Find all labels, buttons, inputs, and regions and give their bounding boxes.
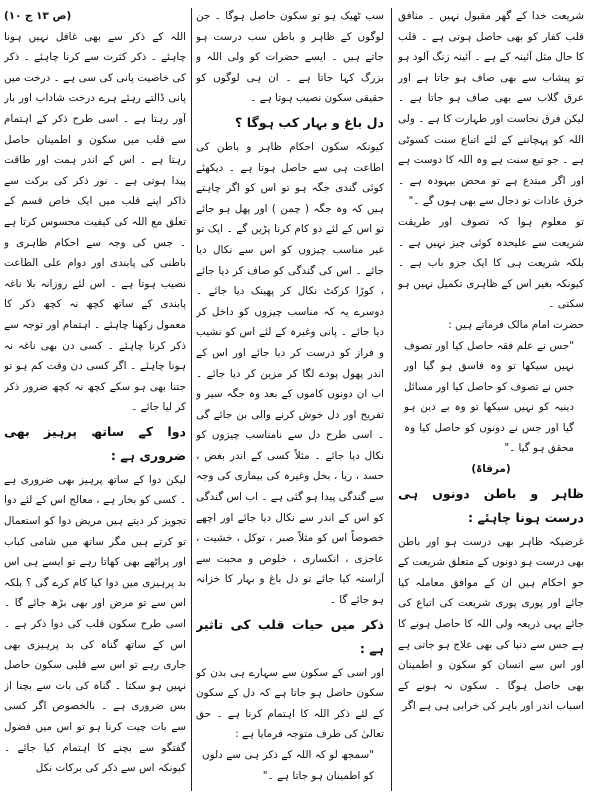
paragraph: لیکن دوا کے ساتھ پرہیز بھی ضروری ہے ۔ کسی کو بخار ہے ، معالج اس کے لئے دوا تجویز کر دیتے ہیں مریض دوا کو استعمال تو کرتے ہیں مگر ساتھ میں شامی کباب اور پراٹھے بھی کھاتا رہے تو ایسے ہی اس بد پرہیزی میں دوا کیا کام کرے گی ؟ بلکہ اس سے تو مرض اور بھی بڑھ جائے گا ۔ اسی طرح سکون قلب کی دوا ذکر ہے ۔ اس کے ساتھ گناہ کی بد پرہیزی بھی جاری رہے تو اس سے قلبی سکون حاصل نہیں ہو سکتا ۔ گناہ کی بات سے بچنا از بس ضروری ہے ۔ بالخصوص اگر کسی سے بات چیت کرنا ہو تو اس میں فضول گفتگو سے بچنے کا اہتمام کیا جائے ۔ کیونکہ اس سے ذکر کی برکات نکل [4,473,186,775]
section-heading: ظاہر و باطن دونوں ہی درست ہونا چاہئے : [398,485,584,525]
paragraph: غرضیکہ ظاہر بھی درست ہو اور باطن بھی درست ہو دونوں کے متعلق شریعت کے جو احکام ہیں ان کے موافق معاملہ کیا جائے اور پوری پوری شریعت کی اتباع کی جائے یہی ذریعہ ولی اللہ کا حاصل ہونے کا ہے جس سے دنیا کی بھی علاج ہو جاتی ہے اور اس سے انسان کو سکون و اطمینان بھی حاصل ہوگا ۔ سکون نہ ہونے کے اسباب اندر اور باہر کی خرابی ہی ہے اگر [398,535,584,713]
section-heading: ذکر میں حیات قلب کی تاثیر ہے : [196,616,384,656]
paragraph: سب ٹھیک ہو تو سکون حاصل ہوگا ۔ جن لوگوں کے ظاہر و باطن سب درست ہو جاتے ہیں ۔ ایسے حضرات کو ولی اللہ و بزرگ کہا جاتا ہے ۔ ان ہی لوگوں کو حقیقی سکون نصیب ہوتا ہے ۔ [196,10,384,105]
paragraph: شریعت خدا کے گھر مقبول نہیں ۔ منافق قلب کفار کو بھی حاصل ہوتی ہے ۔ قلب کا حال مثل آئینہ کے ہے ۔ آئینہ زنگ آلود ہو تو پیشاب سے بھی صاف ہو جاتا ہے اور عرق گلاب سے بھی صاف ہو جاتا ہے ۔ لیکن فرق نجاست اور طہارت کا ہے ۔ ولی اللہ کو پہچاننے کے لئے اتباع سنت کسوٹی ہے ۔ جو تبع سنت ہے وہ اللہ کا دوست ہے اور اگر مبتدع ہے تو محض بیہودہ ہے ۔ خرق عادات تو دجال سے بھی ہوں گے ۔" [398,10,584,208]
paragraph: کیونکہ سکون احکام ظاہر و باطن کی اطاعت ہی سے حاصل ہوتا ہے ۔ دیکھئے کوئی گندی جگہ ہو تو اس کو اگر چاہتے ہیں کہ وہ جگہ ( چمن ) اور پھل ہو جائے تو اس کے لئے دو کام کرنا پڑیں گے ۔ ایک تو غیر مناسب چیزوں کو اس سے نکال دیا جائے ۔ اس کی گندگی کو صاف کر دیا جائے ، کوڑا کرکٹ نکال کر پھینک دیا جائے ۔ دوسرے یہ کہ مناسب چیزوں کو داخل کر دیا جائے ۔ پانی وغیرہ کے لئے اس کو نشیب و فراز کو درست کر دیا جائے اور اس کے اندر پھول پودے لگا کر مزین کر دیا جائے ۔ اب ان دونوں کاموں کے بعد وہ جگہ سیر و تفریح اور دل خوش کرنے والی بن جائے گی ۔ اسی طرح دل سے نامناسب چیزوں کو نکال دیا جائے ۔ مثلاً کسی کے اندر بغض ، حسد ، ریا ، بخل وغیرہ کی بیماری کی وجہ سے گندگی پیدا ہو گئی ہے ۔ اب اس گندگی کو اس کے اندر سے نکال دیا جائے اور اچھے خصوصاً اس کو مثلاً صبر ، توکل ، خشیت ، عاجزی ، انکساری ، خلوص و محبت سے آراستہ کیا جائے تو دل باغ و بہار کا خزانہ ہو جائے گا ۔ [196,140,384,607]
paragraph: حضرت امام مالک فرماتے ہیں : [448,318,584,331]
section-heading: دوا کے ساتھ پرہیز بھی ضروری ہے : [4,423,186,463]
quotation: "سمجھ لو کہ اللہ کے ذکر ہی سے دلوں کو اطمینان ہو جاتا ہے ۔" [202,749,374,782]
paragraph: اللہ کے ذکر سے بھی غافل نہیں ہونا چاہئے ۔ ذکر کثرت سے کرنا چاہئے ۔ ذکر کی خاصیت پانی کی سی ہے ۔ درخت میں پانی ڈالتے رہئے ہرے درخت شاداب اور بار آور رہتا ہے ۔ اسی طرح ذکر کے اہتمام سے قلب میں سکون و اطمینان حاصل رہتا ہے ۔ اس کے اندر ہمت اور طاقت پیدا ہوتی ہے ۔ نور ذکر کی برکت سے ذاکر اپنے قلب میں ایک خاص قسم کے تعلق مع اللہ کی کیفیت محسوس کرتا ہے ۔ جس کی وجہ سے احکام ظاہری و باطنی کی پابندی اور دوام علی الطاعت نصیب ہوتا ہے ۔ اس لئے روزانہ بلا ناغہ پابندی کے ساتھ کچھ نہ کچھ ذکر کا معمول رکھنا چاہئے ۔ اہتمام اور توجہ سے ذکر کرنا چاہئے ۔ کسی دن بھی ناغہ نہ ہونا چاہئے ۔ اگر کسی دن وقت کم ہو تو جتنا بھی ہو سکے کچھ نہ کچھ ضرور ذکر کر لیا جائے ۔ [4,30,186,414]
page-reference: (ص ۱۳ ج ۱۰) [4,10,72,22]
paragraph: تو معلوم ہوا کہ تصوف اور طریقت شریعت سے علیحدہ کوئی چیز نہیں ہے ۔ بلکہ شریعت ہی کا ایک جزو باب ہے ۔ کیونکہ بغیر اس کے ظاہری تکمیل نہیں ہو سکتی ۔ [398,215,584,311]
section-heading: دل باغ و بہار کب ہوگا ؟ [235,114,384,130]
quotation: "جس نے علم فقہ حاصل کیا اور تصوف نہیں سیکھا تو وہ فاسق ہو گیا اور جس نے تصوف کو حاصل کیا اور مسائل دینیہ کو نہیں سیکھا تو وہ بے دین ہو گیا اور جس نے دونوں کو حاصل کیا وہ محقق ہو گیا ۔" [404,339,574,455]
column-divider [191,8,192,791]
column-middle [196,6,384,795]
column-right [398,6,584,795]
paragraph: اور اسی کے سکون سے سہارے ہی بدن کو سکون حاصل ہو جاتا ہے کہ دل کے سکون کے لئے ذکر اللہ کا اہتمام کرنا ہے ۔ حق تعالیٰ کی طرف متوجہ فرمایا ہے : [196,666,384,741]
citation: (مرقاۃ) [471,463,511,476]
column-divider [391,8,392,791]
column-left [4,6,186,795]
